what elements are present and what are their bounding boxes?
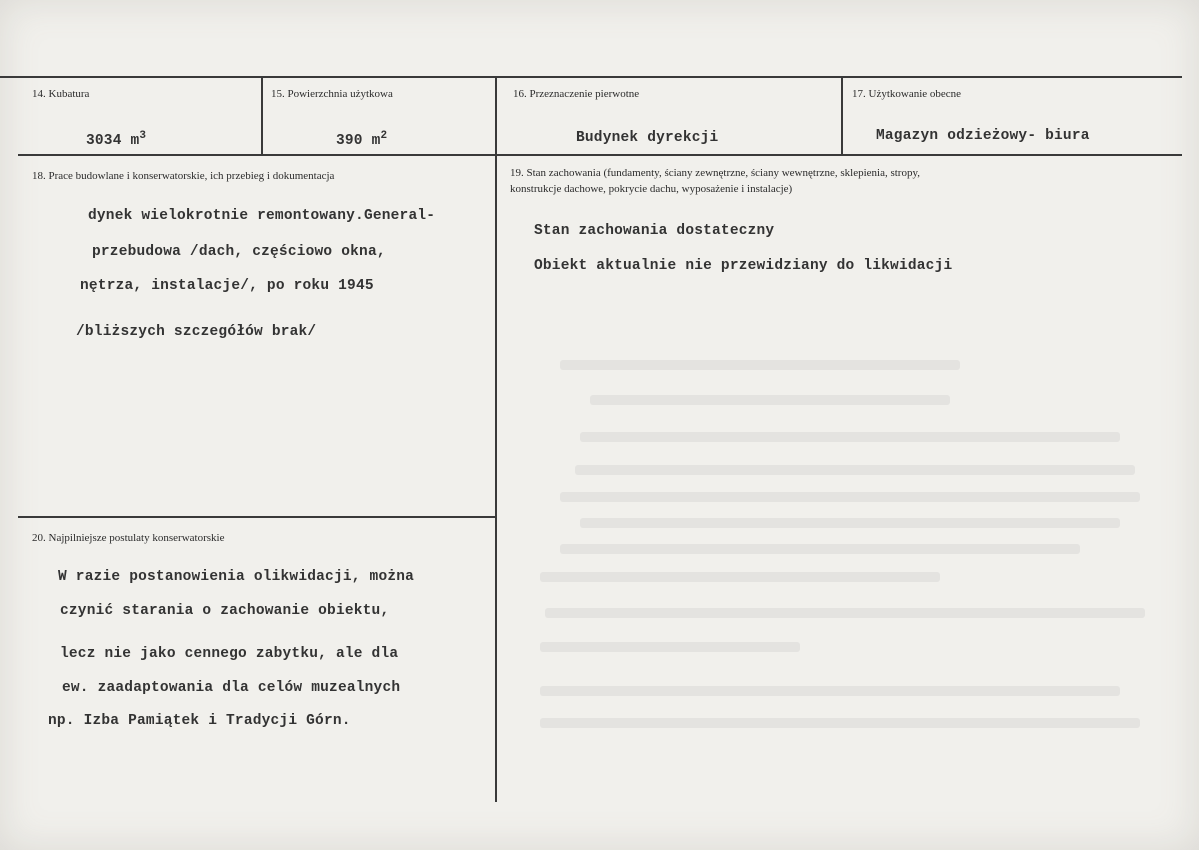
- kubatura-label: 14. Kubatura: [32, 88, 90, 100]
- bleed-through-mark: [560, 544, 1080, 554]
- bleed-through-mark: [560, 492, 1140, 502]
- prace-line: przebudowa /dach, częściowo okna,: [92, 244, 386, 260]
- postulaty-line: W razie postanowienia olikwidacji, można: [58, 569, 415, 585]
- bleed-through-mark: [580, 518, 1120, 528]
- prace-line: /bliższych szczegółów brak/: [76, 324, 317, 340]
- bleed-through-mark: [575, 465, 1135, 475]
- postulaty-line: np. Izba Pamiątek i Tradycji Górn.: [48, 713, 351, 729]
- powierzchnia-label: 15. Powierzchnia użytkowa: [271, 88, 393, 100]
- powierzchnia-value: 390 $m^2$: [336, 130, 388, 149]
- uzytkowanie-label: 17. Użytkowanie obecne: [852, 88, 962, 100]
- bleed-through-mark: [540, 642, 800, 652]
- bleed-through-mark: [580, 432, 1120, 442]
- stan-label-line: konstrukcje dachowe, pokrycie dachu, wyposażenie i instalacje): [510, 183, 793, 195]
- uzytkowanie-value: Magazyn odzieżowy- biura: [876, 128, 1090, 144]
- prace-line: dynek wielokrotnie remontowany.General-: [88, 208, 436, 224]
- bleed-through-mark: [545, 608, 1145, 618]
- przeznaczenie-label: 16. Przeznaczenie pierwotne: [513, 88, 640, 100]
- bleed-through-mark: [560, 360, 960, 370]
- postulaty-line: ew. zaadaptowania dla celów muzealnych: [62, 680, 401, 696]
- row-divider: [18, 154, 1182, 156]
- stan-label-line: 19. Stan zachowania (fundamenty, ściany zewnętrzne, ściany wewnętrzne, sklepienia, stropy,: [510, 167, 921, 179]
- prace-label: 18. Prace budowlane i konserwatorskie, ich przebieg i dokumentacja: [32, 170, 335, 182]
- prace-line: nętrza, instalacje/, po roku 1945: [80, 278, 374, 294]
- bleed-through-mark: [590, 395, 950, 405]
- stan-line: Obiekt aktualnie nie przewidziany do likwidacji: [534, 258, 953, 274]
- postulaty-line: lecz nie jako cennego zabytku, ale dla: [60, 646, 399, 662]
- stan-line: Stan zachowania dostateczny: [534, 223, 775, 239]
- bleed-through-mark: [540, 686, 1120, 696]
- column-divider: [495, 76, 497, 802]
- section-divider: [18, 516, 496, 518]
- column-divider: [261, 76, 263, 156]
- przeznaczenie-value: Budynek dyrekcji: [576, 130, 719, 146]
- postulaty-label: 20. Najpilniejsze postulaty konserwatorskie: [32, 532, 225, 544]
- top-rule: [0, 76, 1182, 78]
- column-divider: [841, 76, 843, 156]
- kubatura-value: 3034 $m^3$: [86, 130, 147, 149]
- bleed-through-mark: [540, 572, 940, 582]
- postulaty-line: czynić starania o zachowanie obiektu,: [60, 603, 390, 619]
- bleed-through-mark: [540, 718, 1140, 728]
